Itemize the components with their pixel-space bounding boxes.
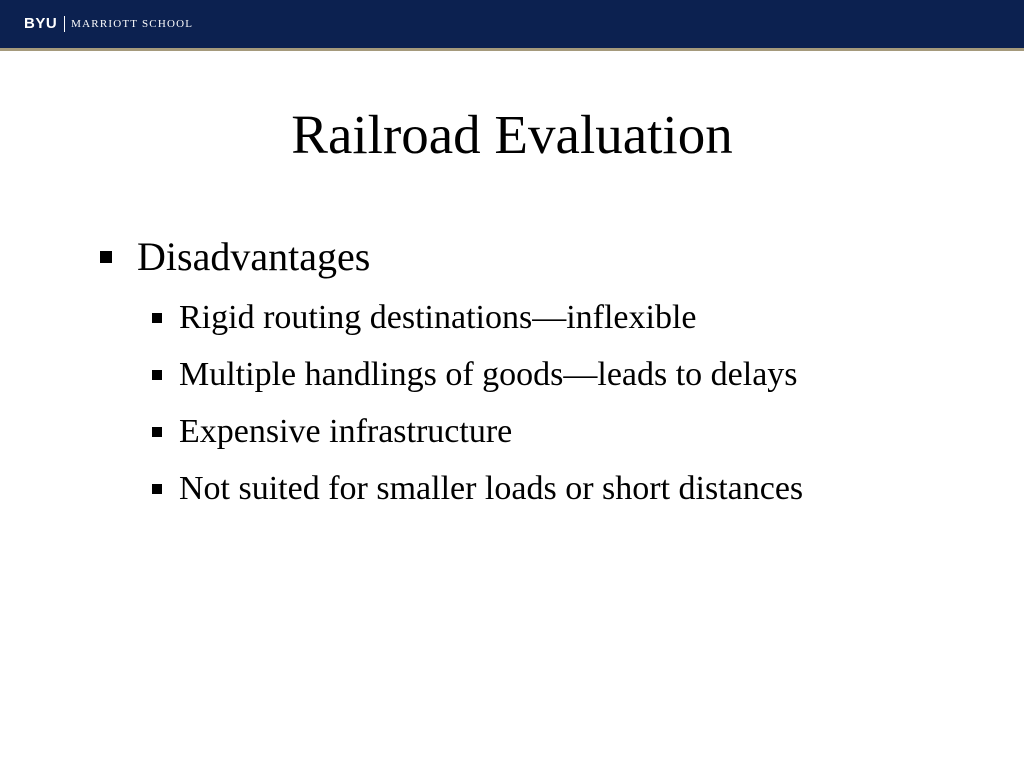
bullet-text: Disadvantages (137, 234, 371, 279)
square-bullet-icon (152, 370, 162, 380)
square-bullet-icon (152, 427, 162, 437)
sub-bullet-text: Rigid routing destinations—inflexible (179, 299, 697, 336)
logo-school-text: MARRIOTT SCHOOL (71, 18, 194, 30)
bullet-list (97, 231, 803, 517)
sub-bullet-item (152, 346, 803, 403)
sub-bullet-list (152, 289, 803, 517)
square-bullet-icon (152, 484, 162, 494)
sub-bullet-item (152, 460, 803, 517)
bullet-item-disadvantages (97, 231, 803, 283)
square-bullet-icon (152, 313, 162, 323)
slide-title: Railroad Evaluation (291, 104, 733, 165)
sub-bullet-item (152, 289, 803, 346)
logo-divider (64, 16, 65, 32)
header-bar (0, 0, 1024, 51)
sub-bullet-text: Expensive infrastructure (179, 413, 513, 450)
square-bullet-icon (100, 251, 112, 263)
byu-marriott-logo (24, 15, 193, 33)
logo-byu-text: BYU (24, 15, 58, 32)
sub-bullet-text: Not suited for smaller loads or short distances (179, 470, 804, 507)
sub-bullet-item (152, 403, 803, 460)
sub-bullet-text: Multiple handlings of goods—leads to delays (179, 356, 798, 393)
